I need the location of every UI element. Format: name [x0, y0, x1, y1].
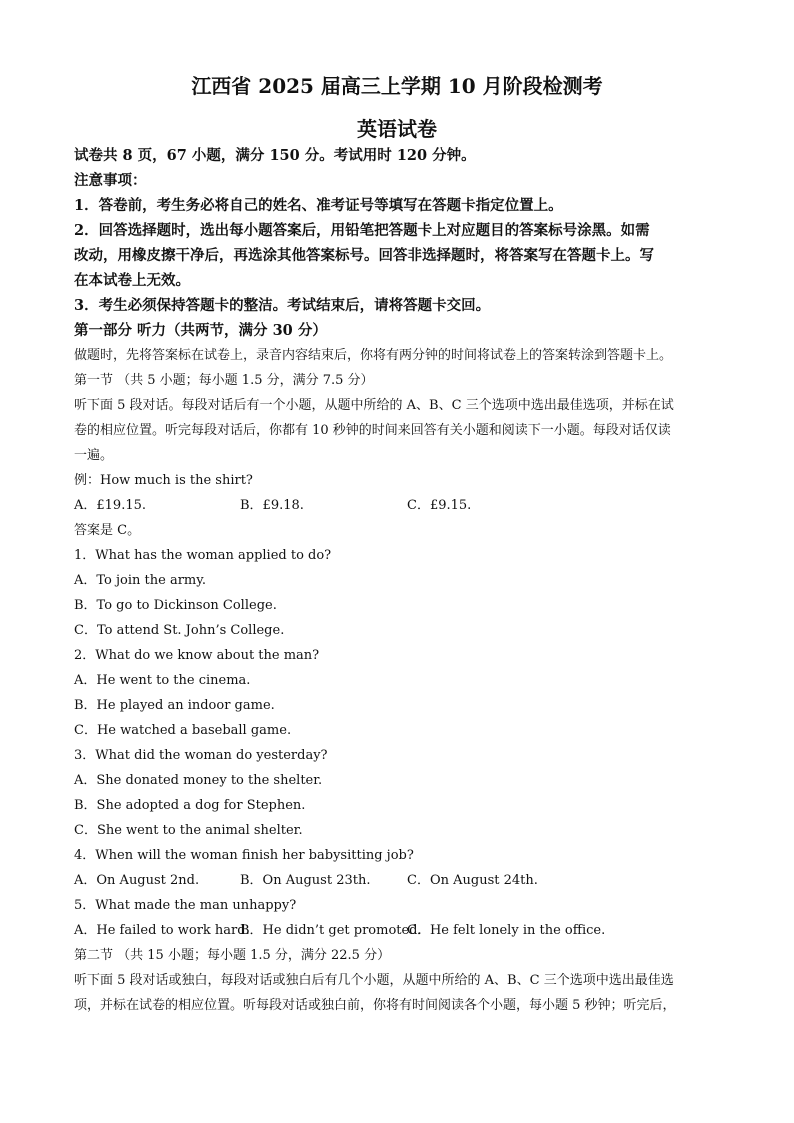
example-option-c: C．£9.15. [407, 498, 472, 513]
notice-item-3: 3．考生必须保持答题卡的整洁。考试结束后，请将答题卡交回。 [74, 297, 491, 314]
notice-item-2-line3: 在本试卷上无效。 [74, 272, 190, 289]
question-1-option-c: C．To attend St. John’s College. [74, 623, 285, 638]
question-1-stem: 1．What has the woman applied to do? [74, 548, 332, 563]
question-5-stem: 5．What made the man unhappy? [74, 898, 297, 913]
question-2-option-b: B．He played an indoor game. [74, 698, 275, 713]
notice-item-2-line2: 改动，用橡皮擦干净后，再选涂其他答案标号。回答非选择题时，将答案写在答题卡上。写 [74, 247, 654, 264]
question-5-option-c: C．He felt lonely in the office. [407, 923, 606, 938]
section1-instruction-line2: 卷的相应位置。听完每段对话后，你都有 10 秒钟的时间来回答有关小题和阅读下一小题。每段对话仅读 [74, 423, 671, 438]
question-2-option-c: C．He watched a baseball game. [74, 723, 292, 738]
notice-heading: 注意事项： [74, 172, 147, 189]
question-4-option-b: B．On August 23th. [240, 873, 371, 888]
exam-summary: 试卷共 8 页，67 小题，满分 150 分。考试用时 120 分钟。 [74, 147, 476, 164]
question-2-option-a: A．He went to the cinema. [74, 673, 251, 688]
question-1-option-a: A．To join the army. [74, 573, 206, 588]
notice-item-2-line1: 2．回答选择题时，选出每小题答案后，用铅笔把答题卡上对应题目的答案标号涂黑。如需 [74, 222, 650, 239]
question-3-option-c: C．She went to the animal shelter. [74, 823, 303, 838]
question-4-stem: 4．When will the woman finish her babysitting job? [74, 848, 414, 863]
section2-heading: 第二节 （共 15 小题；每小题 1.5 分，满分 22.5 分） [74, 948, 391, 963]
section2-instruction-line2: 项，并标在试卷的相应位置。听每段对话或独白前，你将有时间阅读各个小题，每小题 5 秒钟；听完后， [74, 998, 676, 1013]
question-1-option-b: B．To go to Dickinson College. [74, 598, 277, 613]
example-option-b: B．£9.18. [240, 498, 304, 513]
section1-instruction-line1: 听下面 5 段对话。每段对话后有一个小题，从题中所给的 A、B、C 三个选项中选出最佳选项，并标在试 [74, 398, 674, 413]
exam-subtitle: 英语试卷 [357, 117, 437, 141]
question-2-stem: 2．What do we know about the man? [74, 648, 320, 663]
section1-heading: 第一节 （共 5 小题；每小题 1.5 分，满分 7.5 分） [74, 373, 374, 388]
part1-heading: 第一部分 听力（共两节，满分 30 分） [74, 322, 327, 339]
example-question: 例：How much is the shirt? [74, 473, 253, 488]
part1-instruction: 做题时，先将答案标在试卷上，录音内容结束后，你将有两分钟的时间将试卷上的答案转涂到答题卡上。 [74, 348, 673, 363]
question-4-option-a: A．On August 2nd. [74, 873, 200, 888]
section1-instruction-line3: 一遍。 [74, 448, 114, 463]
notice-item-1: 1．答卷前，考生务必将自己的姓名、准考证号等填写在答题卡指定位置上。 [74, 197, 563, 214]
example-option-a: A．£19.15. [74, 498, 147, 513]
question-4-option-c: C．On August 24th. [407, 873, 538, 888]
question-5-option-b: B．He didn’t get promoted. [240, 923, 422, 938]
section2-instruction-line1: 听下面 5 段对话或独白，每段对话或独白后有几个小题，从题中所给的 A、B、C 三个选项中选出最佳选 [74, 973, 674, 988]
exam-title: 江西省 2025 届高三上学期 10 月阶段检测考 [191, 74, 603, 98]
question-3-stem: 3．What did the woman do yesterday? [74, 748, 328, 763]
question-5-option-a: A．He failed to work hard. [74, 923, 250, 938]
question-3-option-a: A．She donated money to the shelter. [74, 773, 323, 788]
example-answer: 答案是 C。 [74, 523, 141, 538]
question-3-option-b: B．She adopted a dog for Stephen. [74, 798, 306, 813]
